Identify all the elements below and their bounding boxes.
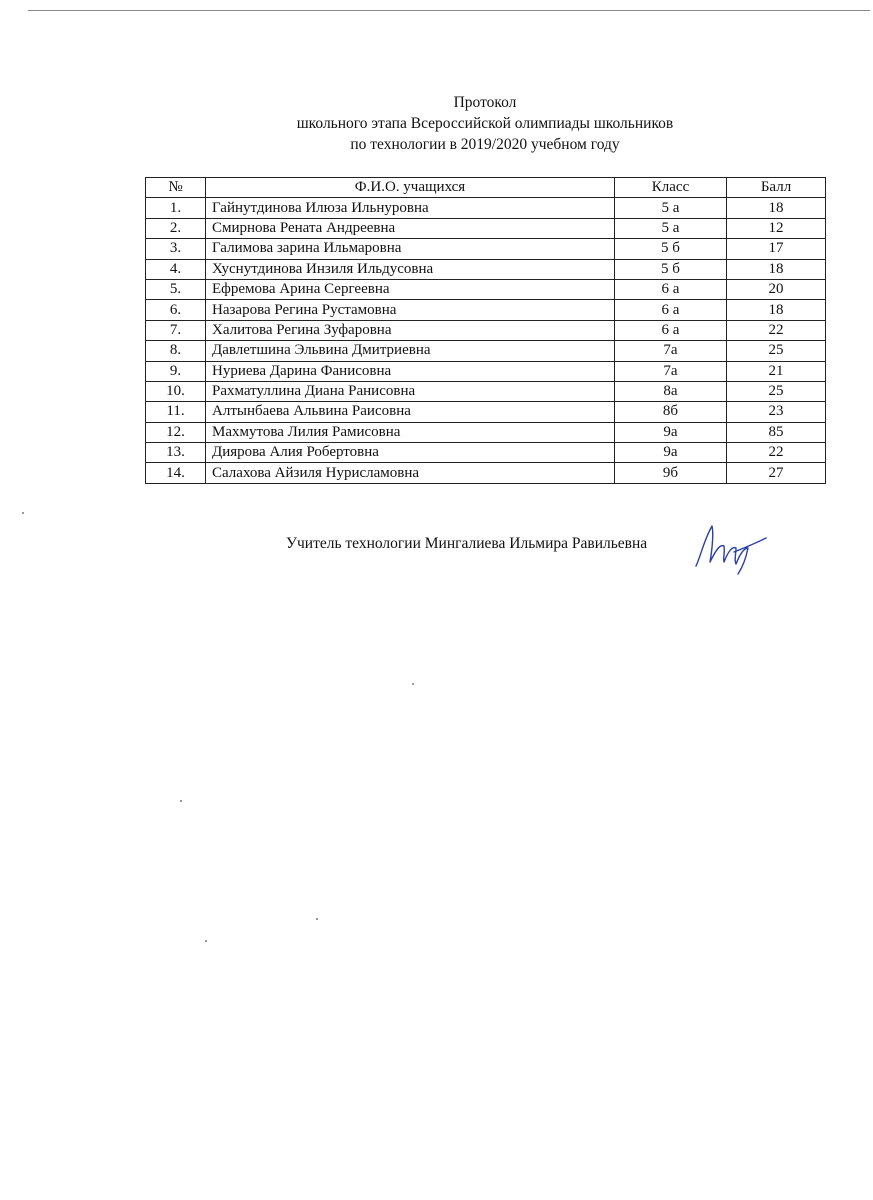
student-name: Хуснутдинова Инзиля Ильдусовна (206, 259, 615, 279)
table-header-row (146, 178, 826, 198)
student-class: 7а (615, 341, 727, 361)
student-name: Диярова Алия Робертовна (206, 443, 615, 463)
student-score: 18 (727, 259, 826, 279)
scan-edge-line (28, 10, 870, 11)
table-row (146, 422, 826, 442)
row-number: 9. (146, 361, 206, 381)
row-number: 10. (146, 381, 206, 401)
table-row (146, 402, 826, 422)
student-score: 23 (727, 402, 826, 422)
student-name: Нуриева Дарина Фанисовна (206, 361, 615, 381)
student-class: 6 а (615, 320, 727, 340)
student-score: 85 (727, 422, 826, 442)
student-name: Ефремова Арина Сергеевна (206, 279, 615, 299)
student-class: 5 б (615, 259, 727, 279)
student-class: 7а (615, 361, 727, 381)
table-row (146, 218, 826, 238)
student-score: 27 (727, 463, 826, 483)
row-number: 12. (146, 422, 206, 442)
table-row (146, 259, 826, 279)
document-subtitle-line-1: школьного этапа Всероссийской олимпиады школьников (296, 115, 674, 132)
student-name: Рахматуллина Диана Ранисовна (206, 381, 615, 401)
student-name: Давлетшина Эльвина Дмитриевна (206, 341, 615, 361)
student-name: Махмутова Лилия Рамисовна (206, 422, 615, 442)
row-number: 5. (146, 279, 206, 299)
student-class: 8б (615, 402, 727, 422)
student-class: 5 а (615, 198, 727, 218)
table-row (146, 361, 826, 381)
student-class: 9б (615, 463, 727, 483)
row-number: 3. (146, 239, 206, 259)
student-score: 22 (727, 320, 826, 340)
row-number: 11. (146, 402, 206, 422)
row-number: 7. (146, 320, 206, 340)
teacher-signature-line: Учитель технологии Мингалиева Ильмира Равильевна (286, 535, 648, 552)
document-title: Протокол (453, 94, 517, 111)
header-class: Класс (615, 178, 727, 198)
header-number: № (146, 178, 206, 198)
header-score: Балл (727, 178, 826, 198)
document-heading (140, 92, 830, 155)
student-name: Алтынбаева Альвина Раисовна (206, 402, 615, 422)
student-score: 22 (727, 443, 826, 463)
student-class: 6 а (615, 300, 727, 320)
scan-speck (22, 512, 24, 514)
table-row (146, 300, 826, 320)
student-name: Халитова Регина Зуфаровна (206, 320, 615, 340)
row-number: 4. (146, 259, 206, 279)
student-name: Назарова Регина Рустамовна (206, 300, 615, 320)
table-row (146, 463, 826, 483)
table-row (146, 443, 826, 463)
table-row (146, 279, 826, 299)
student-class: 6 а (615, 279, 727, 299)
student-class: 9а (615, 443, 727, 463)
row-number: 8. (146, 341, 206, 361)
row-number: 13. (146, 443, 206, 463)
student-name: Смирнова Рената Андреевна (206, 218, 615, 238)
handwritten-signature (690, 518, 770, 576)
student-score: 21 (727, 361, 826, 381)
table-row (146, 320, 826, 340)
student-score: 18 (727, 198, 826, 218)
student-class: 5 а (615, 218, 727, 238)
student-score: 12 (727, 218, 826, 238)
student-name: Галимова зарина Ильмаровна (206, 239, 615, 259)
student-score: 25 (727, 381, 826, 401)
table-row (146, 198, 826, 218)
scan-speck (205, 940, 207, 942)
student-score: 17 (727, 239, 826, 259)
student-score: 18 (727, 300, 826, 320)
row-number: 6. (146, 300, 206, 320)
row-number: 2. (146, 218, 206, 238)
student-class: 9а (615, 422, 727, 442)
student-class: 8а (615, 381, 727, 401)
student-score: 25 (727, 341, 826, 361)
scan-speck (412, 683, 414, 685)
header-student-name: Ф.И.О. учащихся (206, 178, 615, 198)
table-row (146, 239, 826, 259)
document-subtitle-line-2: по технологии в 2019/2020 учебном году (350, 136, 620, 153)
student-class: 5 б (615, 239, 727, 259)
table-row (146, 381, 826, 401)
row-number: 1. (146, 198, 206, 218)
results-table (145, 177, 826, 484)
scan-speck (180, 800, 182, 802)
table-row (146, 341, 826, 361)
student-name: Гайнутдинова Илюза Ильнуровна (206, 198, 615, 218)
student-score: 20 (727, 279, 826, 299)
student-name: Салахова Айзиля Нурисламовна (206, 463, 615, 483)
scan-speck (316, 918, 318, 920)
row-number: 14. (146, 463, 206, 483)
